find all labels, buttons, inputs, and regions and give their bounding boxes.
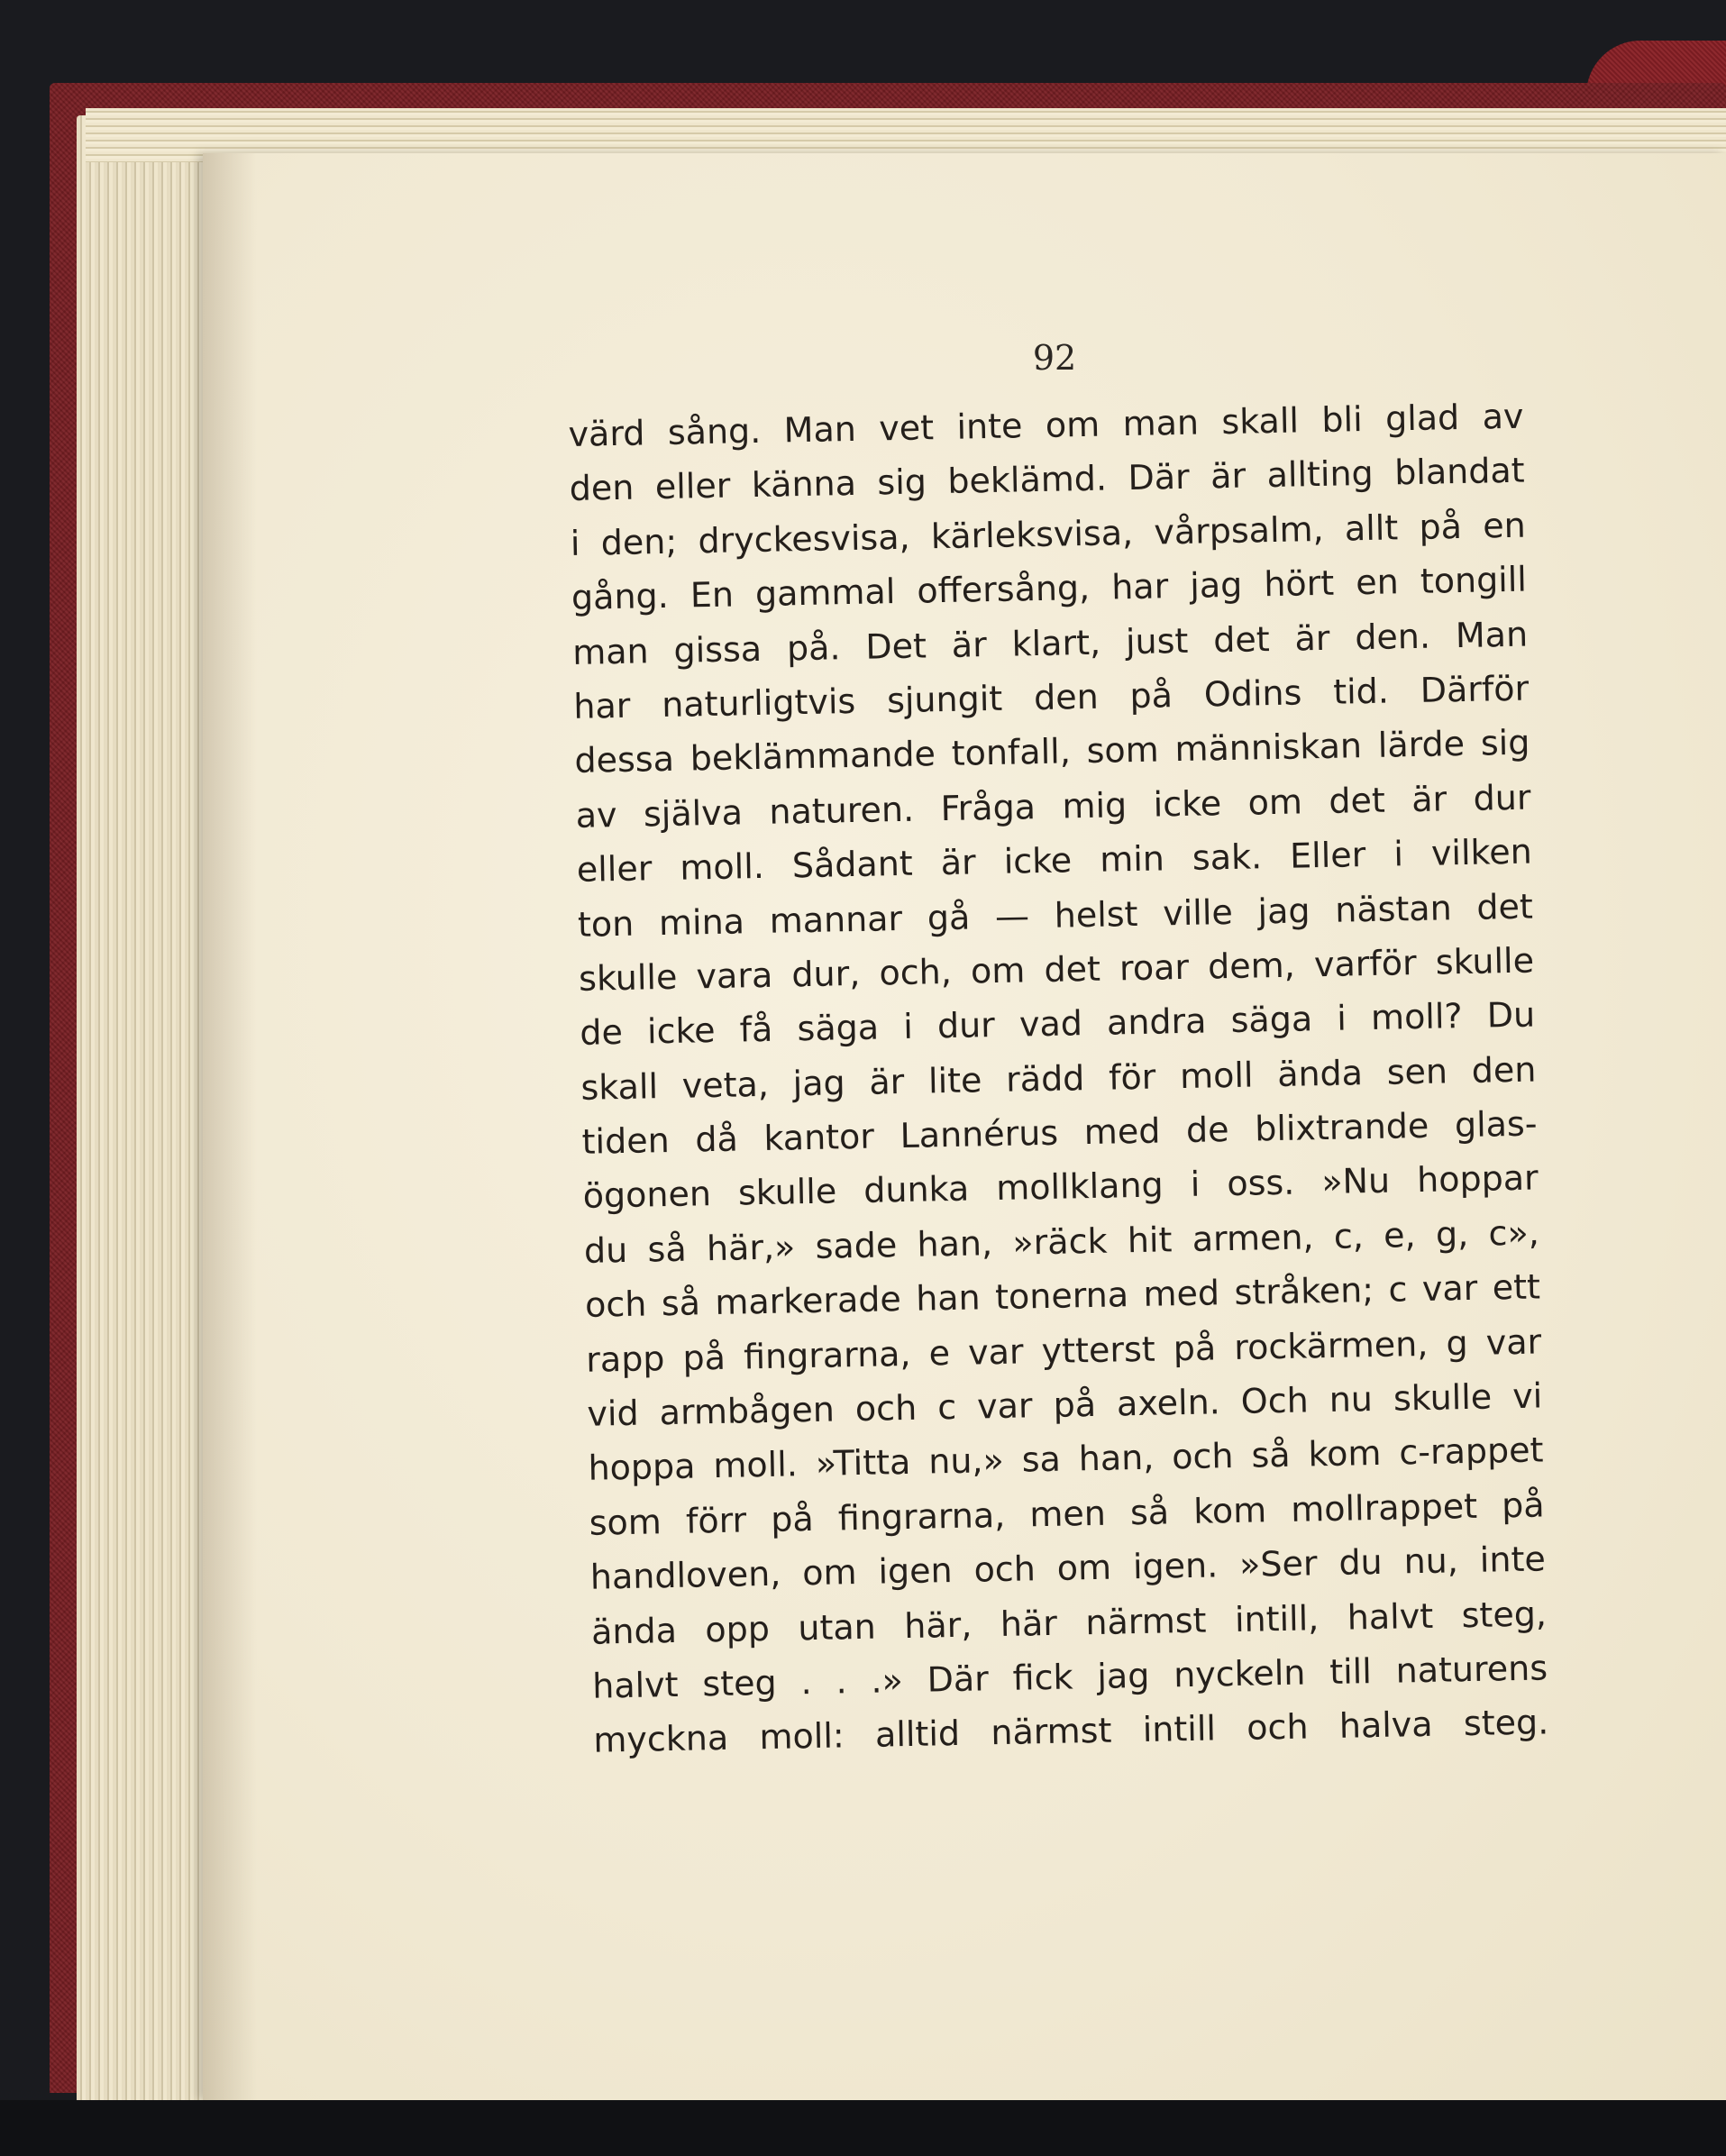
text-line: de icke få säga i dur vad andra säga i moll? Du [579, 994, 1536, 1054]
text-line: vid armbågen och c var på axeln. Och nu skulle vi [587, 1375, 1543, 1434]
gutter-shadow [203, 153, 257, 2100]
text-line: dessa beklämmande tonfall, som människan lärde sig [574, 722, 1530, 781]
text-line: myckna moll: alltid närmst intill och halva steg. [592, 1702, 1549, 1761]
text-line: av själva naturen. Fråga mig icke om det är dur [575, 777, 1531, 836]
text-line: hoppa moll. »Titta nu,» sa han, och så kom c-rappet [588, 1430, 1544, 1489]
page-edges-left [77, 115, 212, 2107]
text-line: den eller känna sig beklämd. Där är allting blandat [569, 451, 1525, 509]
text-line: ton mina mannar gå — helst ville jag nästan det [577, 886, 1534, 945]
text-line: och så markerade han tonerna med stråken; c var ett [584, 1266, 1541, 1326]
text-line: värd sång. Man vet inte om man skall bli glad av [568, 396, 1524, 454]
text-line: skall veta, jag är lite rädd för moll ända sen den [580, 1049, 1537, 1108]
text-line: man gissa på. Det är klart, just det är den. Man [571, 614, 1529, 672]
text-line: halvt steg . . .» Där fick jag nyckeln till naturens [591, 1648, 1548, 1706]
text-line: ända opp utan här, här närmst intill, halvt steg, [590, 1593, 1548, 1652]
text-line: eller moll. Sådant är icke min sak. Eller i vilken [576, 831, 1533, 891]
text-line: rapp på fingrarna, e var ytterst på rockärmen, g var [585, 1321, 1542, 1380]
text-line: handloven, om igen och om igen. »Ser du nu, inte [589, 1539, 1547, 1597]
text-line: du så här,» sade han, »räck hit armen, c, e, g, c», [583, 1212, 1540, 1271]
text-line: ögonen skulle dunka mollklang i oss. »Nu hoppar [582, 1157, 1539, 1217]
text-line: som förr på fingrarna, men så kom mollrappet på [589, 1485, 1545, 1543]
page-number: 92 [1032, 338, 1077, 378]
text-line: har naturligtvis sjungit den på Odins tid. Därför [572, 668, 1530, 726]
text-line: i den; dryckesvisa, kärleksvisa, vårpsalm, allt på en [570, 505, 1527, 563]
body-text [568, 389, 1549, 1768]
text-line: gång. En gammal offersång, har jag hört en tongill [571, 559, 1528, 618]
text-line: skulle vara dur, och, om det roar dem, varför skulle [578, 940, 1535, 999]
text-line: tiden då kantor Lannérus med de blixtrande glas- [581, 1103, 1538, 1162]
background-floor [0, 2100, 1726, 2156]
